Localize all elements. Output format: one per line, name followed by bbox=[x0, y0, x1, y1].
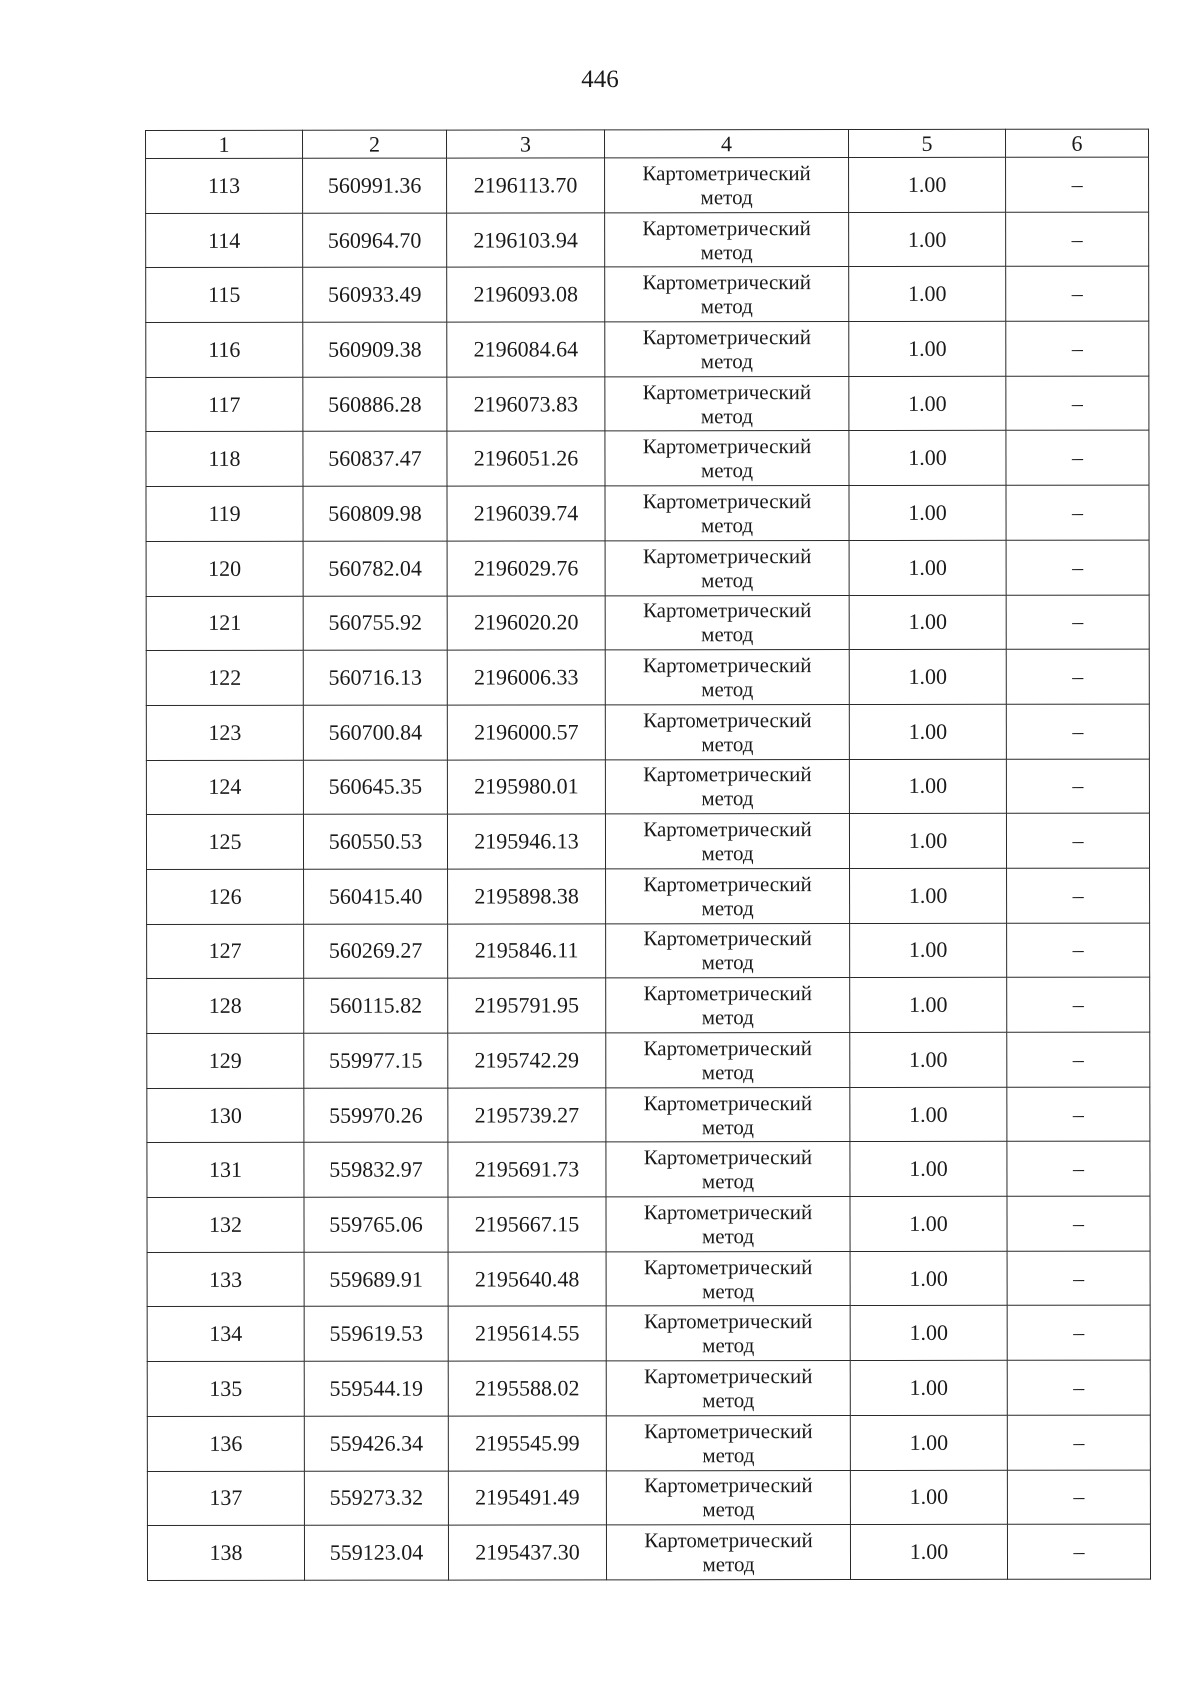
method-cell bbox=[605, 212, 849, 267]
note-cell: – bbox=[1007, 1141, 1150, 1196]
point-number-cell: 127 bbox=[147, 924, 304, 979]
table-row bbox=[146, 649, 1149, 705]
method-cell bbox=[605, 431, 849, 486]
method-line-1: Картометрический bbox=[643, 1254, 813, 1279]
coordinate-y-cell: 2195946.13 bbox=[447, 814, 605, 869]
note-cell: – bbox=[1007, 1087, 1150, 1142]
coordinate-y-cell: 2195667.15 bbox=[448, 1197, 606, 1252]
coordinate-y-cell: 2196020.20 bbox=[447, 595, 605, 650]
method-line-1: Картометрический bbox=[643, 981, 812, 1006]
method-cell bbox=[606, 1087, 850, 1142]
method-line-1: Картометрический bbox=[642, 324, 812, 350]
note-cell: – bbox=[1006, 431, 1149, 486]
method-line-2: метод bbox=[701, 567, 754, 592]
coordinate-x-cell: 560782.04 bbox=[303, 541, 447, 596]
method-cell bbox=[605, 322, 849, 377]
coordinate-y-cell: 2195491.49 bbox=[448, 1470, 606, 1525]
method-line-1: Картометрический bbox=[642, 270, 811, 295]
coordinate-y-cell: 2195614.55 bbox=[448, 1306, 606, 1361]
method-line-2: метод bbox=[700, 403, 753, 428]
table-row bbox=[146, 813, 1149, 869]
table-body bbox=[146, 157, 1151, 1580]
note-cell: – bbox=[1006, 212, 1149, 267]
coordinate-y-cell: 2196051.26 bbox=[447, 431, 605, 486]
point-number-cell: 123 bbox=[146, 705, 303, 760]
point-number-cell: 130 bbox=[147, 1088, 304, 1143]
point-number-cell: 116 bbox=[146, 322, 303, 377]
method-cell bbox=[606, 1361, 850, 1416]
method-cell bbox=[605, 158, 849, 213]
column-header-4: 4 bbox=[605, 130, 849, 158]
coordinate-x-cell: 560269.27 bbox=[304, 924, 448, 979]
accuracy-cell: 1.00 bbox=[850, 1142, 1007, 1197]
method-line-1: Картометрический bbox=[643, 762, 812, 787]
coordinate-y-cell: 2195588.02 bbox=[448, 1361, 606, 1416]
coordinates-table bbox=[145, 129, 1151, 1581]
accuracy-cell: 1.00 bbox=[849, 267, 1006, 322]
method-cell bbox=[605, 595, 849, 650]
method-line-1: Картометрический bbox=[644, 1473, 813, 1498]
method-line-1: Картометрический bbox=[644, 1418, 813, 1443]
point-number-cell: 134 bbox=[147, 1307, 304, 1362]
method-cell bbox=[605, 704, 849, 759]
coordinate-x-cell: 560700.84 bbox=[303, 705, 447, 760]
method-line-1: Картометрический bbox=[643, 1309, 813, 1334]
coordinate-x-cell: 559977.15 bbox=[304, 1033, 448, 1088]
method-cell bbox=[606, 1142, 850, 1197]
method-line-2: метод bbox=[701, 1059, 754, 1085]
method-cell bbox=[606, 1251, 850, 1306]
table-row bbox=[146, 376, 1149, 432]
accuracy-cell: 1.00 bbox=[849, 814, 1006, 869]
coordinate-y-cell: 2196039.74 bbox=[447, 486, 605, 541]
coordinate-y-cell: 2196093.08 bbox=[447, 267, 605, 322]
method-line-2: метод bbox=[701, 1224, 755, 1249]
method-line-1: Картометрический bbox=[642, 160, 811, 186]
point-number-cell: 122 bbox=[146, 650, 303, 705]
table-row bbox=[146, 431, 1149, 487]
coordinate-x-cell: 560886.28 bbox=[303, 377, 447, 432]
method-line-2: метод bbox=[702, 1497, 755, 1522]
note-cell: – bbox=[1006, 321, 1149, 376]
method-cell bbox=[605, 267, 849, 322]
accuracy-cell: 1.00 bbox=[850, 978, 1007, 1033]
coordinate-y-cell: 2195980.01 bbox=[447, 759, 605, 814]
note-cell: – bbox=[1007, 923, 1150, 978]
method-line-2: метод bbox=[702, 1388, 755, 1413]
point-number-cell: 115 bbox=[146, 268, 303, 323]
accuracy-cell: 1.00 bbox=[849, 595, 1006, 650]
method-cell bbox=[605, 814, 849, 869]
column-header-2: 2 bbox=[303, 130, 447, 158]
coordinate-y-cell: 2196073.83 bbox=[447, 377, 605, 432]
accuracy-cell: 1.00 bbox=[849, 212, 1006, 267]
coordinate-y-cell: 2196006.33 bbox=[447, 650, 605, 705]
method-line-2: метод bbox=[701, 950, 754, 975]
column-header-3: 3 bbox=[447, 130, 605, 158]
coordinate-x-cell: 560809.98 bbox=[303, 486, 447, 541]
table-row bbox=[146, 759, 1149, 815]
column-header-6: 6 bbox=[1005, 129, 1148, 157]
coordinate-y-cell: 2195545.99 bbox=[448, 1416, 606, 1471]
accuracy-cell: 1.00 bbox=[849, 431, 1006, 486]
table-row bbox=[147, 1141, 1150, 1197]
note-cell: – bbox=[1006, 485, 1149, 540]
coordinate-x-cell: 560991.36 bbox=[303, 158, 447, 213]
accuracy-cell: 1.00 bbox=[849, 321, 1006, 376]
point-number-cell: 114 bbox=[146, 213, 303, 268]
coordinate-x-cell: 559619.53 bbox=[304, 1307, 448, 1362]
method-line-2: метод bbox=[701, 731, 754, 756]
method-line-2: метод bbox=[702, 1552, 755, 1577]
table-row bbox=[146, 212, 1149, 268]
point-number-cell: 118 bbox=[146, 432, 303, 487]
accuracy-cell: 1.00 bbox=[850, 923, 1007, 978]
accuracy-cell: 1.00 bbox=[849, 485, 1006, 540]
point-number-cell: 137 bbox=[147, 1471, 304, 1526]
method-line-2: метод bbox=[701, 1005, 754, 1030]
method-line-1: Картометрический bbox=[643, 871, 812, 897]
table-row bbox=[147, 868, 1150, 924]
table-row bbox=[147, 1415, 1150, 1471]
accuracy-cell: 1.00 bbox=[849, 157, 1006, 212]
coordinate-y-cell: 2196029.76 bbox=[447, 541, 605, 596]
method-line-2: метод bbox=[701, 622, 754, 647]
point-number-cell: 133 bbox=[147, 1252, 304, 1307]
table-header bbox=[146, 129, 1149, 158]
table-row bbox=[147, 1306, 1150, 1362]
column-header-1: 1 bbox=[146, 130, 303, 158]
method-line-2: метод bbox=[700, 349, 753, 374]
point-number-cell: 126 bbox=[147, 869, 304, 924]
coordinate-x-cell: 559765.06 bbox=[304, 1197, 448, 1252]
coordinate-y-cell: 2195691.73 bbox=[448, 1142, 606, 1197]
accuracy-cell: 1.00 bbox=[850, 1032, 1007, 1087]
table-row bbox=[146, 321, 1149, 377]
note-cell: – bbox=[1006, 649, 1149, 704]
coordinate-x-cell: 559273.32 bbox=[304, 1471, 448, 1526]
accuracy-cell: 1.00 bbox=[850, 1251, 1007, 1306]
coordinate-x-cell: 560755.92 bbox=[303, 596, 447, 651]
accuracy-cell: 1.00 bbox=[849, 540, 1006, 595]
table-row bbox=[147, 1251, 1150, 1307]
accuracy-cell: 1.00 bbox=[850, 1196, 1007, 1251]
method-line-2: метод bbox=[701, 841, 754, 866]
note-cell: – bbox=[1006, 595, 1149, 650]
point-number-cell: 121 bbox=[146, 596, 303, 651]
method-line-1: Картометрический bbox=[642, 489, 812, 514]
method-cell bbox=[605, 486, 849, 541]
method-line-1: Картометрический bbox=[643, 1364, 813, 1389]
coordinate-y-cell: 2196084.64 bbox=[447, 322, 605, 377]
point-number-cell: 113 bbox=[146, 158, 303, 213]
table-row bbox=[146, 485, 1149, 541]
accuracy-cell: 1.00 bbox=[849, 376, 1006, 431]
coordinate-x-cell: 560645.35 bbox=[303, 760, 447, 815]
method-line-2: метод bbox=[700, 239, 753, 264]
method-line-1: Картометрический bbox=[643, 1035, 813, 1061]
method-line-1: Картометрический bbox=[642, 653, 812, 678]
table-row bbox=[147, 1470, 1150, 1526]
table-row bbox=[147, 923, 1150, 979]
note-cell: – bbox=[1007, 1360, 1150, 1415]
method-line-2: метод bbox=[701, 895, 754, 921]
method-line-2: метод bbox=[700, 294, 753, 319]
method-line-1: Картометрический bbox=[642, 434, 812, 459]
method-line-1: Картометрический bbox=[643, 1145, 813, 1170]
table-row bbox=[146, 157, 1149, 213]
note-cell: – bbox=[1007, 1251, 1150, 1306]
table-row bbox=[147, 977, 1150, 1033]
coordinate-y-cell: 2196103.94 bbox=[447, 213, 605, 268]
accuracy-cell: 1.00 bbox=[850, 868, 1007, 923]
note-cell: – bbox=[1007, 1415, 1150, 1470]
note-cell: – bbox=[1007, 1306, 1150, 1361]
method-line-1: Картометрический bbox=[643, 926, 812, 951]
accuracy-cell: 1.00 bbox=[850, 1524, 1007, 1579]
note-cell: – bbox=[1006, 704, 1149, 759]
method-line-2: метод bbox=[701, 1114, 754, 1139]
coordinate-x-cell: 560837.47 bbox=[303, 432, 447, 487]
point-number-cell: 136 bbox=[147, 1416, 304, 1471]
method-cell bbox=[606, 1525, 850, 1580]
coordinate-x-cell: 560933.49 bbox=[303, 267, 447, 322]
table-row bbox=[146, 540, 1149, 596]
coordinate-x-cell: 559970.26 bbox=[304, 1088, 448, 1143]
method-line-1: Картометрический bbox=[643, 817, 812, 842]
accuracy-cell: 1.00 bbox=[850, 1360, 1007, 1415]
method-line-2: метод bbox=[700, 184, 753, 210]
point-number-cell: 125 bbox=[146, 815, 303, 870]
point-number-cell: 117 bbox=[146, 377, 303, 432]
method-cell bbox=[606, 1197, 850, 1252]
method-line-2: метод bbox=[702, 1333, 755, 1358]
coordinate-x-cell: 559544.19 bbox=[304, 1361, 448, 1416]
coordinate-y-cell: 2195437.30 bbox=[448, 1525, 606, 1580]
accuracy-cell: 1.00 bbox=[849, 759, 1006, 814]
table-row bbox=[146, 595, 1149, 651]
note-cell: – bbox=[1006, 813, 1149, 868]
method-cell bbox=[606, 1033, 850, 1088]
header-row bbox=[146, 129, 1149, 158]
method-cell bbox=[606, 978, 850, 1033]
method-line-2: метод bbox=[700, 513, 754, 538]
coordinate-x-cell: 560550.53 bbox=[303, 814, 447, 869]
method-cell bbox=[606, 1306, 850, 1361]
method-line-2: метод bbox=[702, 1278, 755, 1303]
point-number-cell: 138 bbox=[147, 1525, 304, 1580]
note-cell: – bbox=[1007, 1524, 1150, 1579]
accuracy-cell: 1.00 bbox=[850, 1415, 1007, 1470]
coordinate-y-cell: 2195791.95 bbox=[448, 978, 606, 1033]
method-line-2: метод bbox=[700, 458, 754, 483]
accuracy-cell: 1.00 bbox=[849, 649, 1006, 704]
table-row bbox=[147, 1087, 1150, 1143]
method-cell bbox=[606, 1415, 850, 1470]
method-line-1: Картометрический bbox=[642, 543, 812, 568]
coordinate-y-cell: 2196000.57 bbox=[447, 705, 605, 760]
point-number-cell: 120 bbox=[146, 541, 303, 596]
coordinate-x-cell: 560909.38 bbox=[303, 322, 447, 377]
coordinate-x-cell: 559832.97 bbox=[304, 1142, 448, 1197]
note-cell: – bbox=[1006, 759, 1149, 814]
coordinate-y-cell: 2195742.29 bbox=[448, 1033, 606, 1088]
coordinate-x-cell: 559123.04 bbox=[304, 1525, 448, 1580]
method-line-1: Картометрический bbox=[643, 1090, 813, 1115]
method-line-2: метод bbox=[702, 1442, 755, 1467]
table-row bbox=[147, 1032, 1150, 1088]
accuracy-cell: 1.00 bbox=[850, 1470, 1007, 1525]
coordinate-y-cell: 2196113.70 bbox=[447, 158, 605, 213]
method-cell bbox=[605, 540, 849, 595]
note-cell: – bbox=[1007, 977, 1150, 1032]
method-cell bbox=[606, 1470, 850, 1525]
method-line-2: метод bbox=[701, 677, 754, 702]
note-cell: – bbox=[1006, 266, 1149, 321]
method-line-2: метод bbox=[701, 1169, 755, 1194]
method-cell bbox=[605, 376, 849, 431]
note-cell: – bbox=[1007, 1032, 1150, 1087]
coordinate-y-cell: 2195640.48 bbox=[448, 1252, 606, 1307]
table-row bbox=[147, 1196, 1150, 1252]
coordinate-y-cell: 2195898.38 bbox=[448, 869, 606, 924]
coordinate-x-cell: 559426.34 bbox=[304, 1416, 448, 1471]
note-cell: – bbox=[1006, 540, 1149, 595]
method-cell bbox=[606, 923, 850, 978]
method-line-1: Картометрический bbox=[642, 215, 811, 240]
method-cell bbox=[606, 868, 850, 923]
point-number-cell: 119 bbox=[146, 486, 303, 541]
accuracy-cell: 1.00 bbox=[850, 1306, 1007, 1361]
note-cell: – bbox=[1007, 1470, 1150, 1525]
point-number-cell: 132 bbox=[147, 1197, 304, 1252]
note-cell: – bbox=[1006, 157, 1149, 212]
table-row bbox=[147, 1360, 1150, 1416]
column-header-5: 5 bbox=[849, 129, 1006, 157]
coordinate-y-cell: 2195739.27 bbox=[448, 1088, 606, 1143]
point-number-cell: 128 bbox=[147, 979, 304, 1034]
point-number-cell: 124 bbox=[146, 760, 303, 815]
table-row bbox=[146, 704, 1149, 760]
accuracy-cell: 1.00 bbox=[849, 704, 1006, 759]
accuracy-cell: 1.00 bbox=[850, 1087, 1007, 1142]
method-line-1: Картометрический bbox=[643, 1199, 813, 1225]
method-cell bbox=[605, 650, 849, 705]
coordinate-x-cell: 559689.91 bbox=[304, 1252, 448, 1307]
method-line-2: метод bbox=[701, 786, 754, 811]
point-number-cell: 131 bbox=[147, 1143, 304, 1198]
method-line-1: Картометрический bbox=[644, 1528, 813, 1553]
method-line-1: Картометрический bbox=[642, 598, 812, 623]
coordinate-x-cell: 560115.82 bbox=[304, 978, 448, 1033]
table-row bbox=[147, 1524, 1150, 1580]
note-cell: – bbox=[1007, 868, 1150, 923]
coordinate-x-cell: 560964.70 bbox=[303, 213, 447, 268]
table-row bbox=[146, 266, 1149, 322]
method-line-1: Картометрический bbox=[643, 707, 812, 733]
note-cell: – bbox=[1006, 376, 1149, 431]
coordinate-x-cell: 560415.40 bbox=[304, 869, 448, 924]
coordinate-y-cell: 2195846.11 bbox=[448, 923, 606, 978]
point-number-cell: 129 bbox=[147, 1033, 304, 1088]
point-number-cell: 135 bbox=[147, 1361, 304, 1416]
note-cell: – bbox=[1007, 1196, 1150, 1251]
page-number: 446 bbox=[581, 66, 619, 93]
coordinate-x-cell: 560716.13 bbox=[303, 650, 447, 705]
method-cell bbox=[605, 759, 849, 814]
method-line-1: Картометрический bbox=[642, 379, 812, 404]
